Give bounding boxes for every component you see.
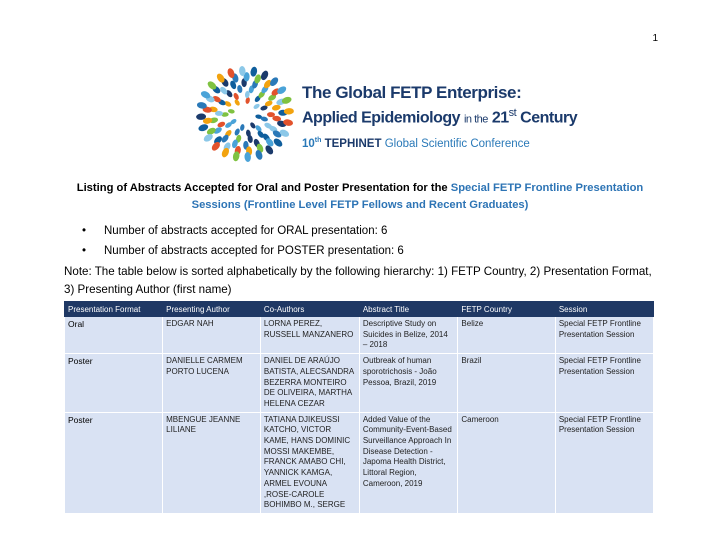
column-header: Co-Authors — [260, 302, 359, 317]
page-number: 1 — [652, 33, 658, 44]
logo-dot — [272, 137, 284, 148]
column-header: Session — [555, 302, 653, 317]
table-cell: DANIEL DE ARAÚJO BATISTA, ALECSANDRA BEZERRA MONTEIRO DE OLIVEIRA, MARTHA HELENA CEZAR — [260, 354, 359, 413]
table-cell: Special FETP Frontline Presentation Session — [555, 354, 653, 413]
logo-dot — [233, 92, 240, 101]
summary-bullet-list — [82, 221, 404, 261]
column-header: Abstract Title — [359, 302, 458, 317]
table-cell: Belize — [458, 317, 555, 354]
table-cell: Poster — [65, 354, 163, 413]
table-cell: Descriptive Study on Suicides in Belize, 2014 – 2018 — [359, 317, 458, 354]
table-cell: Special FETP Frontline Presentation Session — [555, 317, 653, 354]
logo-title: The Global FETP Enterprise: — [302, 83, 522, 102]
table-cell: Cameroon — [458, 412, 555, 513]
logo-conference-line: 10th TEPHINET Global Scientific Conference — [302, 137, 530, 151]
logo-dot — [253, 103, 261, 110]
column-header: FETP Country — [458, 302, 555, 317]
column-header: Presentation Format — [65, 302, 163, 317]
list-item: • Number of abstracts accepted for ORAL presentation: 6 — [82, 221, 404, 241]
dotted-globe-icon — [195, 66, 300, 166]
logo-dot — [249, 121, 256, 129]
table-cell: DANIELLE CARMEM PORTO LUCENA — [163, 354, 261, 413]
logo-dot — [271, 104, 281, 111]
sort-note: Note: The table below is sorted alphabetically by the following hierarchy: 1) FETP Country, 2) Presentation Format, 3) Presenting Author (first name) — [64, 265, 652, 296]
table-cell: MBENGUE JEANNE LILIANE — [163, 412, 261, 513]
table-cell: EDGAR NAH — [163, 317, 261, 354]
abstracts-table — [64, 301, 654, 514]
logo-dot — [217, 121, 226, 129]
table-row — [65, 317, 654, 354]
table-cell: Oral — [65, 317, 163, 354]
table-header-row — [65, 302, 654, 317]
table-cell: LORNA PEREZ, RUSSELL MANZANERO — [260, 317, 359, 354]
table-cell: Poster — [65, 412, 163, 513]
conference-logo — [195, 66, 578, 166]
document-heading: Listing of Abstracts Accepted for Oral and Poster Presentation for the Special FETP Frontline Presentation Sessions (Frontline Level FETP Fellows and Recent Graduates) — [76, 182, 644, 211]
logo-dot — [237, 85, 243, 94]
logo-dot — [240, 124, 245, 131]
table-row — [65, 412, 654, 513]
table-cell: Added Value of the Community-Event-Based Surveillance Approach In Disease Detection - Japoma Health District, Littoral Region, Cameroon, 2019 — [359, 412, 458, 513]
table-cell: TATIANA DJIKEUSSI KATCHO, VICTOR KAME, HANS DOMINIC MOSSI MAKEMBE, FRANCK AMABO CHI, YANNICK KAMGA, ARMEL EVOUNA ,ROSE-CAROLE BOHIMBO M., SERGE — [260, 412, 359, 513]
logo-subtitle: Applied Epidemiology in the 21st Century — [302, 107, 578, 127]
logo-dot — [228, 109, 235, 114]
column-header: Presenting Author — [163, 302, 261, 317]
table-cell: Outbreak of human sporotrichosis - João Pessoa, Brazil, 2019 — [359, 354, 458, 413]
table-cell: Brazil — [458, 354, 555, 413]
table-row — [65, 354, 654, 413]
table-cell: Special FETP Frontline Presentation Session — [555, 412, 653, 513]
list-item: • Number of abstracts accepted for POSTER presentation: 6 — [82, 241, 404, 261]
logo-dot — [260, 70, 270, 82]
